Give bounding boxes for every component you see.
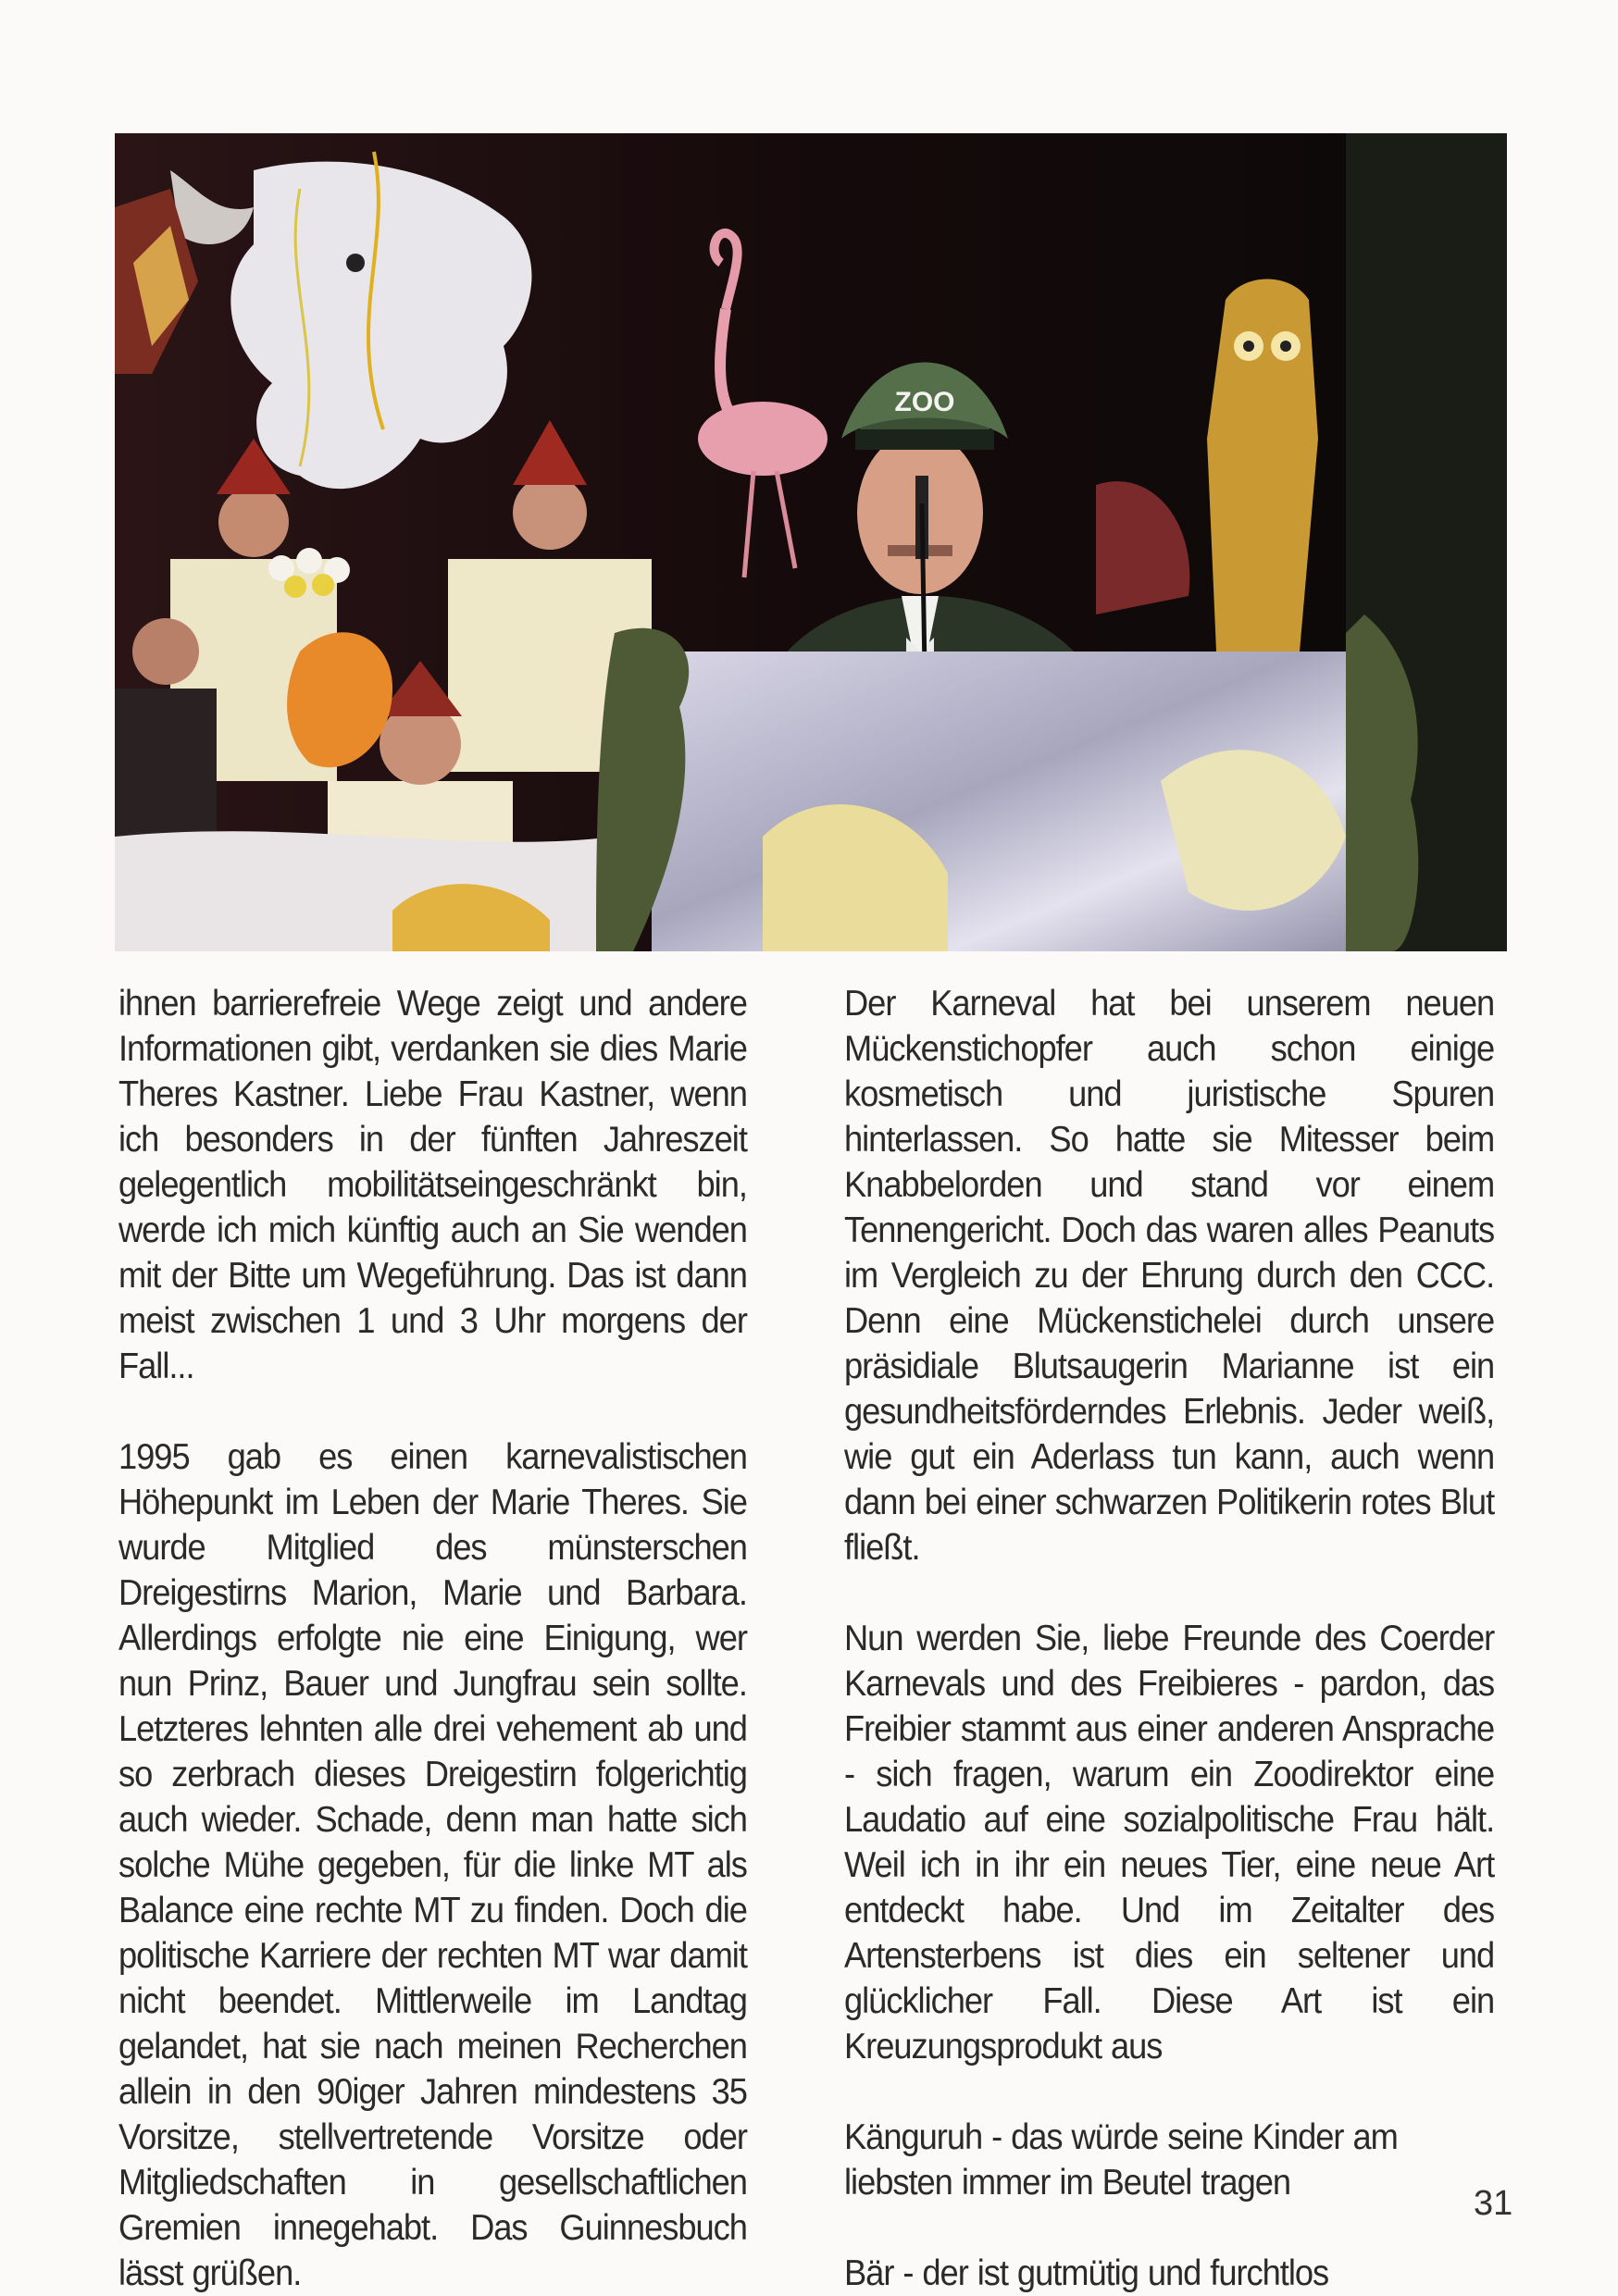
right-text-column — [844, 981, 1494, 2296]
left-paragraph-2: 1995 gab es einen karnevalistischen Höhepunkt im Leben der Marie Theres. Sie wurde Mitglied des münsterschen Dreigestirns Marion, Marie und Barbara. Allerdings erfolgte nie eine Einigung, wer nun Prinz, Bauer und Jungfrau sein sollte. Letzteres lehnten alle drei vehement ab und so zerbrach dieses Dreigestirn folgerichtig auch wieder. Schade, denn man hatte sich solche Mühe gegeben, für die linke MT als Balance eine rechte MT zu finden. Doch die politische Karriere der rechten MT war damit nicht beendet. Mittlerweile im Landtag gelandet, hat sie nach meinen Recherchen allein in den 90iger Jahren mindestens 35 Vorsitze, stellvertretende Vorsitze oder Mitgliedschaften in gesellschaftlichen Gremien innegehabt. Das Guinnesbuch lässt grüßen. — [118, 1437, 747, 2293]
photo-illustration — [115, 133, 1507, 951]
left-paragraph-1: ihnen barrierefreie Wege zeigt und andere Informationen gibt, verdanken sie dies Marie Theres Kastner. Liebe Frau Kastner, wenn ich besonders in der fünften Jahreszeit gelegentlich mobilitätseingeschränkt bin, werde ich mich künftig auch an Sie wenden mit der Bitte um Wegeführung. Das ist dann meist zwischen 1 und 3 Uhr morgens der Fall... — [118, 984, 747, 1386]
owl-decoration — [1207, 279, 1318, 652]
right-paragraph-3: Känguruh - das würde seine Kinder am liebsten immer im Beutel tragen — [844, 2117, 1398, 2203]
page-number: 31 — [1474, 2184, 1513, 2223]
right-paragraph-2: Nun werden Sie, liebe Freunde des Coerder Karnevals und des Freibieres - pardon, das Freibier stammt aus einer anderen Ansprache - sich fragen, warum ein Zoodirektor eine Laudatio auf eine sozialpolitische Frau hält. Weil ich in ihr ein neues Tier, eine neue Art entdeckt habe. Und im Zeitalter des Artensterbens ist dies ein seltener und glücklicher Fall. Diese Art ist ein Kreuzungsprodukt aus — [844, 1619, 1495, 2066]
right-paragraph-4: Bär - der ist gutmütig und furchtlos — [844, 2253, 1329, 2293]
left-text-column — [118, 981, 747, 2296]
carnival-stage-photo — [115, 133, 1507, 951]
lectern — [596, 614, 1418, 951]
right-paragraph-1: Der Karneval hat bei unserem neuen Mückenstichopfer auch schon einige kosmetisch und juristische Spuren hinterlassen. So hatte sie Mitesser beim Knabbelorden und stand vor einem Tennengericht. Doch das waren alles Peanuts im Vergleich zu der Ehrung durch den CCC. Denn eine Mückenstichelei durch unsere präsidiale Blutsaugerin Marianne ist ein gesundheitsförderndes Erlebnis. Jeder weiß, wie gut ein Aderlass tun kann, auch wenn dann bei einer schwarzen Politikerin rotes Blut fließt. — [844, 984, 1495, 1568]
cap-badge: ZOO — [894, 387, 955, 417]
